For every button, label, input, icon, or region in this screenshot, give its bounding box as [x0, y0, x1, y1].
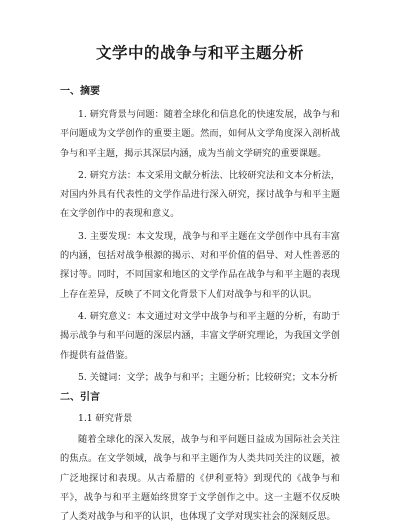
- section-heading-introduction: 二、引言: [60, 392, 100, 404]
- section-heading-abstract: 一、摘要: [60, 86, 100, 97]
- section-introduction: [60, 390, 340, 526]
- abstract-paragraph-method: 2. 研究方法：本文采用文献分析法、比较研究法和文本分析法，对国内外具有代表性的文学作品进行深入研究，探讨战争与和平主题在文学创作中的表现和意义。: [60, 169, 340, 220]
- section-abstract: [60, 84, 340, 387]
- document-title: 文学中的战争与和平主题分析: [95, 43, 304, 62]
- abstract-paragraph-significance: 4. 研究意义：本文通过对文学中战争与和平主题的分析，有助于揭示战争与和平问题的深层内涵，丰富文学研究理论，为我国文学创作提供有益借鉴。: [60, 310, 340, 361]
- subheading-research-background: 1.1 研究背景: [78, 413, 133, 425]
- introduction-paragraph: 随着全球化的深入发展，战争与和平问题日益成为国际社会关注的焦点。在文学领域，战争与和平主题作为人类共同关注的议题，被广泛地探讨和表现。从古希腊的《伊利亚特》到现代的《战争与和平》，战争与和平主题始终贯穿于文学创作之中。这一主题不仅反映了人类对战争与和平的认识，也体现了文学对现实社会的深刻反思。: [60, 434, 340, 523]
- abstract-paragraph-background: 1. 研究背景与问题：随着全球化和信息化的快速发展，战争与和平问题成为文学创作的重要主题。然而，如何从文学角度深入剖析战争与和平主题，揭示其深层内涵，成为当前文学研究的重要课题。: [60, 109, 340, 159]
- abstract-paragraph-findings: 3. 主要发现：本文发现，战争与和平主题在文学创作中具有丰富的内涵，包括对战争根源的揭示、对和平价值的倡导、对人性善恶的探讨等。同时，不同国家和地区的文学作品在战争与和平主题的表现上存在差异，反映了不同文化背景下人们对战争与和平的认识。: [60, 230, 340, 300]
- abstract-paragraph-keywords: 5. 关键词：文学；战争与和平；主题分析；比较研究；文本分析: [78, 371, 338, 383]
